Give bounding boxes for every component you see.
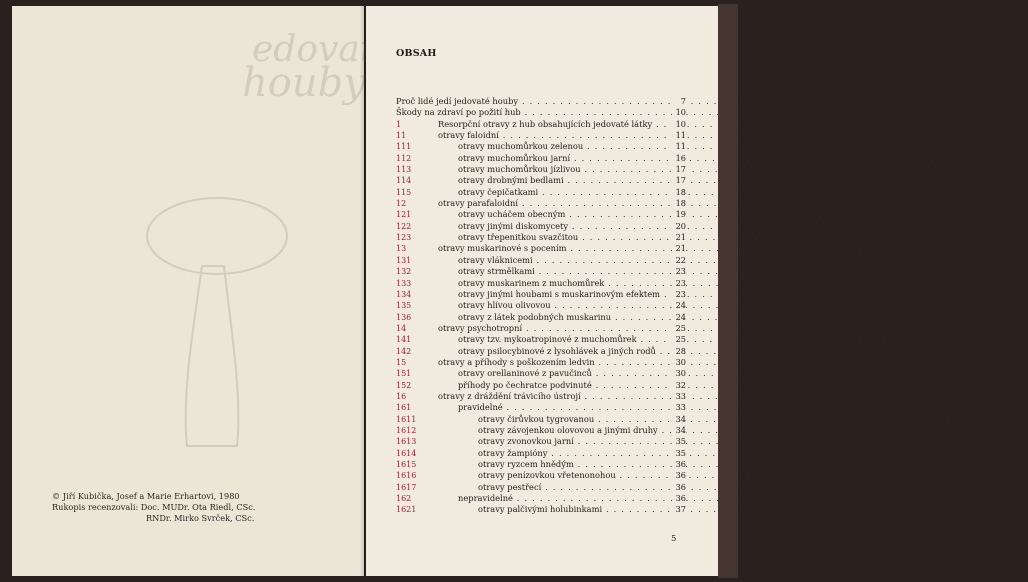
toc-entry-number: 1614 (396, 448, 417, 458)
toc-entry-title: otravy závojenkou olovovou a jinými druhy . . . (478, 425, 678, 436)
toc-entry (396, 380, 686, 391)
toc-entry-number: 152 (396, 380, 412, 390)
toc-entry (396, 187, 686, 198)
toc-entry-number: 1 (396, 119, 402, 129)
toc-entry-title: Resorpční otravy z hub obsahujících jedovaté látky . . . (438, 119, 678, 130)
toc-entry-title: otravy parafaloidní . . . (438, 198, 678, 209)
toc-entry-page: 10 (672, 119, 686, 130)
toc-entry-page: 24 (672, 300, 686, 311)
toc-entry-number: 123 (396, 233, 412, 243)
toc-entry-page: 7 (672, 96, 686, 107)
toc-entry-title: otravy jinými houbami s muskarinovým efektem . . . (458, 289, 678, 300)
toc-entry-number: 135 (396, 301, 412, 311)
toc-entry-number: 1615 (396, 460, 417, 469)
toc-entry (396, 175, 686, 186)
toc-entry-page: 24 (672, 312, 686, 323)
toc-entry-page: 35 (672, 436, 686, 447)
toc-entry-title: Proč lidé jedí jedovaté houby . . . (396, 96, 678, 107)
toc-entry (396, 278, 686, 289)
toc-entry (396, 119, 686, 130)
toc-entry-page: 19 (672, 209, 686, 220)
toc-entry-title: otravy zvonovkou jarní . . . (478, 436, 678, 447)
svg-text:edovaté: edovaté (252, 29, 396, 70)
toc-entry-title: otravy muskarinové s pocením . . . (438, 243, 678, 254)
toc-entry (396, 436, 686, 447)
toc-entry (396, 289, 686, 300)
toc-entry-title: otravy jinými diskomycety . . . (458, 221, 678, 232)
toc-entry-page: 10 (672, 107, 686, 118)
toc-entry (396, 300, 686, 311)
toc-entry-page: 16 (672, 153, 686, 164)
toc-entry (396, 470, 686, 481)
toc-entry-title: pravidelné . . . (458, 402, 678, 413)
reviewers-line-2: RNDr. Mirko Svrček, CSc. (146, 513, 255, 523)
toc-entry-title: otravy tzv. mykoatropinové z muchomůrek . . . (458, 334, 678, 345)
toc-entry-title: otravy vláknicemi . . . (458, 255, 678, 266)
toc-entry (396, 493, 686, 504)
toc-entry (396, 96, 686, 107)
toc-entry-title: otravy z dráždění trávicího ústrojí . . . (438, 391, 678, 402)
toc-entry (396, 164, 686, 175)
toc-entry (396, 198, 686, 209)
toc-entry-title: otravy strmělkami . . . (458, 266, 678, 277)
toc-entry (396, 141, 686, 152)
toc-entry-title: Škody na zdraví po požití hub . . . (396, 107, 678, 118)
toc-entry-page: 11 (672, 130, 686, 141)
toc-entry (396, 107, 686, 118)
toc-entry (396, 402, 686, 413)
toc-entry-page: 17 (672, 175, 686, 186)
toc-entry-title: příhody po čechratce podvinuté . . . (458, 380, 678, 391)
toc-entry (396, 153, 686, 164)
toc-heading: OBSAH (396, 48, 437, 59)
toc-entry-number: 142 (396, 346, 412, 356)
toc-entry (396, 255, 686, 266)
toc-entry-page: 34 (672, 414, 686, 425)
right-page (366, 6, 726, 576)
toc-entry (396, 266, 686, 277)
toc-entry-title: otravy penízovkou vřetenonohou . . . (478, 470, 678, 481)
toc-entry-title: otravy pestřecí . . . (478, 482, 678, 493)
toc-entry-number: 113 (396, 165, 412, 175)
toc-entry-number: 1612 (396, 425, 417, 435)
toc-entry-number: 16 (396, 391, 407, 401)
toc-entry-number: 151 (396, 369, 412, 379)
toc-entry-page: 33 (672, 391, 686, 402)
toc-entry-page: 18 (672, 198, 686, 209)
toc-entry-page: 30 (672, 357, 686, 368)
page-number: 5 (671, 534, 677, 544)
toc-entry-title: otravy ucháčem obecným . . . (458, 209, 678, 220)
copyright-line: © Jiří Kubička, Josef a Marie Erhartovi, 1980 (52, 491, 240, 501)
toc-entry-page: 33 (672, 402, 686, 413)
toc-entry-number: 1616 (396, 471, 417, 481)
toc-entry-number: 161 (396, 403, 412, 413)
toc-entry (396, 209, 686, 220)
toc-entry-title: otravy muchomůrkou jízlivou . . . (458, 164, 678, 175)
toc-entry-page: 23 (672, 289, 686, 300)
left-page (12, 6, 396, 576)
toc-entry-number: 15 (396, 357, 407, 367)
toc-entry-page: 21 (672, 243, 686, 254)
toc-entry-number: 115 (396, 187, 412, 197)
toc-entry-page: 32 (672, 380, 686, 391)
toc-entry-title: otravy muchomůrkou zelenou . . . (458, 141, 678, 152)
copyright-block (52, 491, 352, 524)
toc-entry-title: otravy čirůvkou tygrovanou . . . (478, 414, 678, 425)
toc-entry-number: 136 (396, 312, 412, 322)
toc-entry-page: 20 (672, 221, 686, 232)
toc-entry-page: 23 (672, 266, 686, 277)
svg-text:houby: houby (242, 60, 366, 106)
toc-entry (396, 232, 686, 243)
toc-entry (396, 346, 686, 357)
toc-entry-number: 134 (396, 289, 412, 299)
toc-entry-number: 14 (396, 323, 407, 333)
toc-entry (396, 334, 686, 345)
toc-entry-page: 25 (672, 334, 686, 345)
toc-entry-title: otravy drobnými bedlami . . . (458, 175, 678, 186)
toc-entry-title: otravy žampióny . . . (478, 448, 678, 459)
toc-entry-page: 36 (672, 482, 686, 493)
toc-entry-page: 35 (672, 448, 686, 459)
toc-entry-page: 23 (672, 278, 686, 289)
toc-entry-page: 36 (672, 493, 686, 504)
toc-entry-title: otravy faloidní . . . (438, 130, 678, 141)
toc-entry (396, 357, 686, 368)
toc-entry-number: 1613 (396, 437, 417, 447)
toc-entry (396, 221, 686, 232)
toc-entry-title: otravy hlívou olivovou . . . (458, 300, 678, 311)
toc-entry-title: otravy z látek podobných muskarinu . . . (458, 312, 678, 323)
toc-entry-number: 122 (396, 221, 412, 231)
toc-entry-title: otravy muskarinem z muchomůrek . . . (458, 278, 678, 289)
toc-entry-number: 133 (396, 278, 412, 288)
toc-entry-page: 11 (672, 141, 686, 152)
toc-entry-title: nepravidelné . . . (458, 493, 678, 504)
toc-entry-number: 114 (396, 176, 412, 186)
toc-entry (396, 448, 686, 459)
toc-entry-page: 17 (672, 164, 686, 175)
toc-entry-page: 36 (672, 470, 686, 481)
toc-entry (396, 368, 686, 379)
toc-entry-title: otravy čepičatkami . . . (458, 187, 678, 198)
toc-entry-number: 121 (396, 210, 412, 220)
toc-entry (396, 482, 686, 493)
toc-entry-number: 13 (396, 244, 407, 254)
toc-entry-number: 1611 (396, 414, 417, 424)
toc-entry-number: 162 (396, 494, 412, 504)
toc-entry-number: 112 (396, 153, 412, 163)
toc-entry-title: otravy palčivými holubinkami . . . (478, 504, 678, 515)
book-cover-edge (718, 4, 738, 578)
toc-entry-title: otravy ryzcem hnědým . . . (478, 459, 678, 470)
toc-entry-number: 132 (396, 267, 412, 277)
toc-entry (396, 243, 686, 254)
toc-entry-number: 141 (396, 335, 412, 345)
toc-entry-title: otravy orellaninové z pavučinců . . . (458, 368, 678, 379)
toc-entry (396, 459, 686, 470)
toc-entry-title: otravy a příhody s poškozením ledvin . . . (438, 357, 678, 368)
toc-entry (396, 312, 686, 323)
toc-entry-page: 30 (672, 368, 686, 379)
toc-entry (396, 323, 686, 334)
toc-entry-page: 36 (672, 459, 686, 470)
toc-entry-page: 22 (672, 255, 686, 266)
toc-entry-title: otravy psychotropní . . . (438, 323, 678, 334)
toc-entry-page: 25 (672, 323, 686, 334)
toc-entry-page: 37 (672, 504, 686, 515)
toc-entry (396, 130, 686, 141)
toc-entry-number: 111 (396, 142, 412, 152)
toc-entry-page: 18 (672, 187, 686, 198)
toc-entry-title: otravy psilocybinové z lysohlávek a jiných rodů . . . (458, 346, 678, 357)
reviewers-line: Rukopis recenzovali: Doc. MUDr. Ota Riedl, CSc. (52, 502, 256, 512)
toc-entry (396, 391, 686, 402)
toc-entry-title: otravy třepenitkou svazčitou . . . (458, 232, 678, 243)
toc-entry (396, 504, 686, 515)
toc-entry-page: 21 (672, 232, 686, 243)
toc-entry-number: 131 (396, 255, 412, 265)
toc-entry (396, 414, 686, 425)
toc-entry-number: 1621 (396, 505, 417, 515)
toc-entry (396, 425, 686, 436)
toc-entry-number: 11 (396, 131, 407, 141)
table-of-contents (396, 96, 686, 516)
toc-entry-number: 1617 (396, 482, 417, 492)
toc-entry-page: 28 (672, 346, 686, 357)
toc-entry-number: 12 (396, 199, 407, 209)
toc-entry-title: otravy muchomůrkou jarní . . . (458, 153, 678, 164)
toc-entry-page: 34 (672, 425, 686, 436)
